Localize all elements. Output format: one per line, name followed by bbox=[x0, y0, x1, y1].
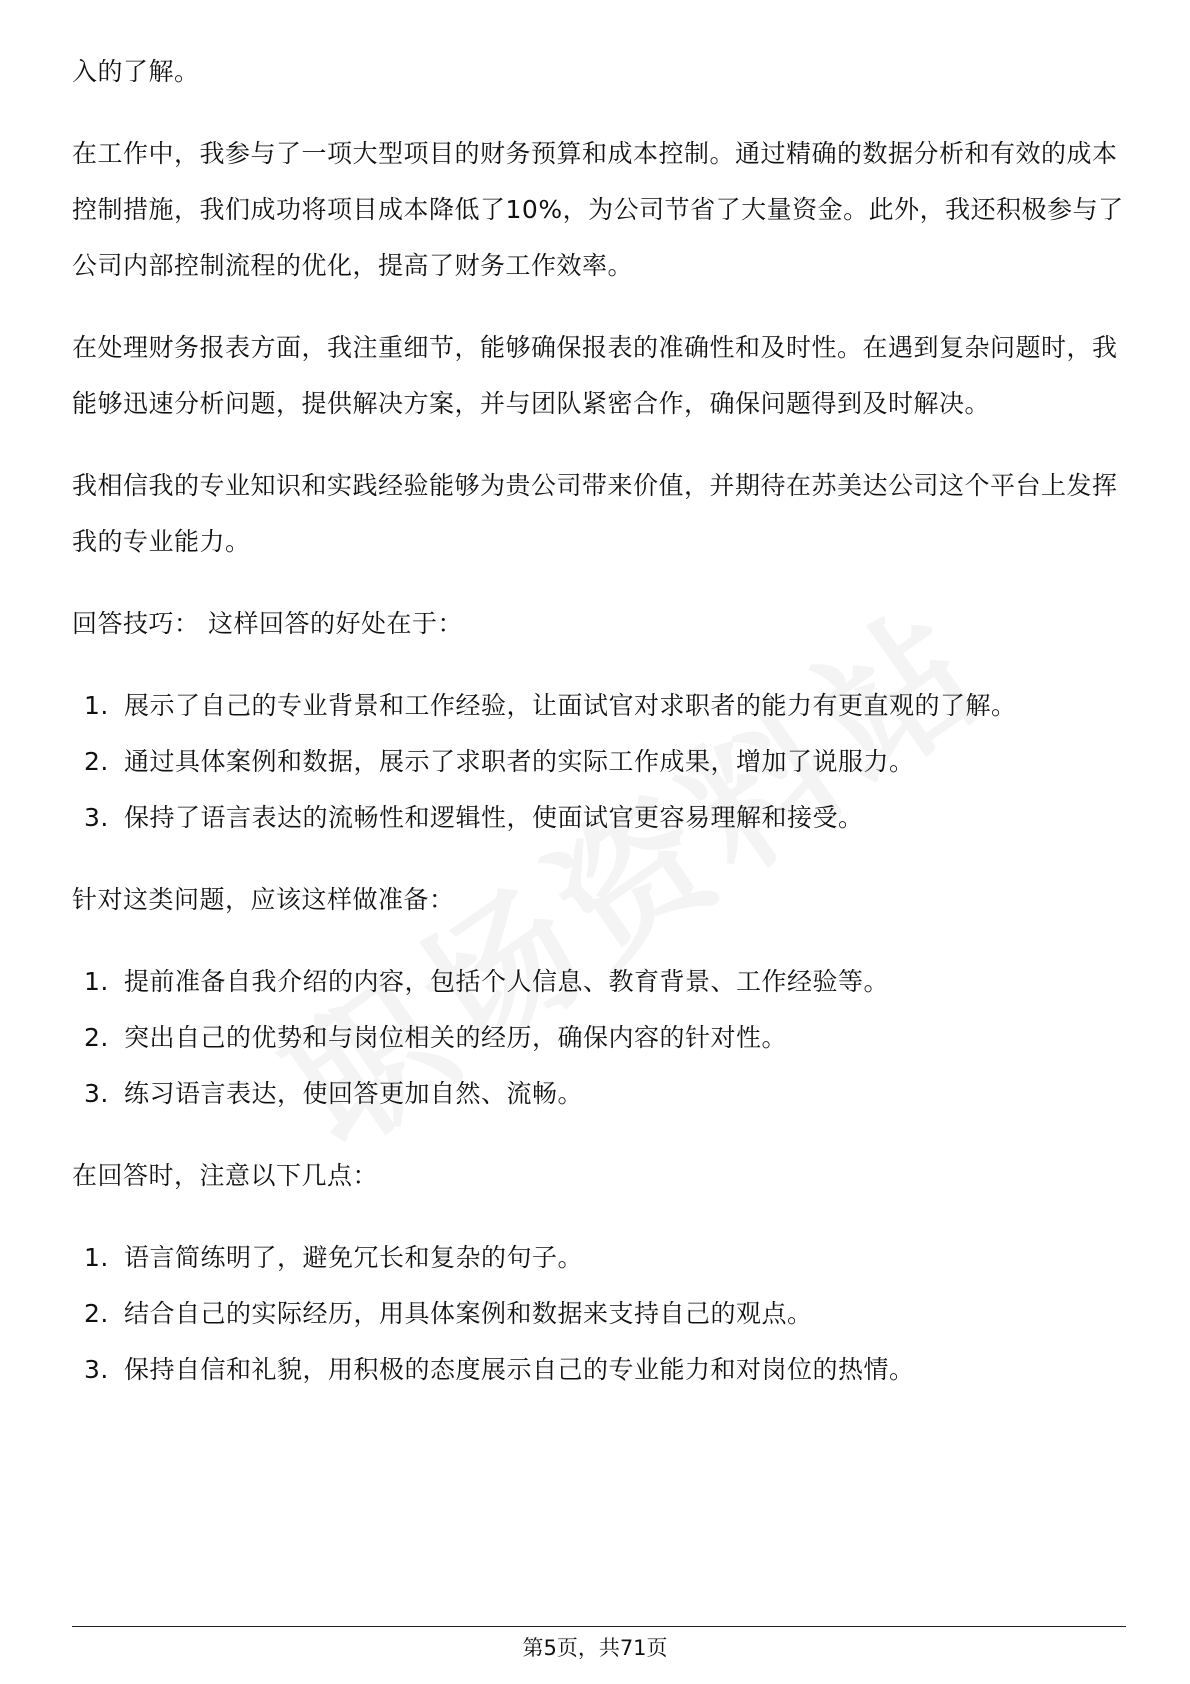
paragraph-continuation: 入的了解。 bbox=[72, 57, 200, 86]
list-item bbox=[72, 1230, 1132, 1286]
paragraph-work-experience: 在工作中，我参与了一项大型项目的财务预算和成本控制。通过精确的数据分析和有效的成本控制措施，我们成功将项目成本降低了10%，为公司节省了大量资金。此外，我还积极参与了公司内部控制流程的优化，提高了财务工作效率。 bbox=[72, 139, 1124, 280]
list-item-number: 1. bbox=[84, 691, 109, 720]
paragraph-financial-reports: 在处理财务报表方面，我注重细节，能够确保报表的准确性和及时性。在遇到复杂问题时，我能够迅速分析问题，提供解决方案，并与团队紧密合作，确保问题得到及时解决。 bbox=[72, 333, 1118, 418]
heading-preparation: 针对这类问题，应该这样做准备： bbox=[72, 885, 455, 914]
heading-notes: 在回答时，注意以下几点： bbox=[72, 1161, 379, 1190]
list-item-text: 保持自信和礼貌，用积极的态度展示自己的专业能力和对岗位的热情。 bbox=[124, 1355, 915, 1384]
list-item bbox=[72, 790, 1132, 846]
heading-answer-tips: 回答技巧： 这样回答的好处在于： bbox=[72, 609, 463, 638]
list-item-number: 2. bbox=[84, 747, 109, 776]
list-item-number: 2. bbox=[84, 1023, 109, 1052]
list-item-text: 语言简练明了，避免冗长和复杂的句子。 bbox=[124, 1243, 584, 1272]
document-body bbox=[72, 44, 1132, 1424]
list-item bbox=[72, 954, 1132, 1010]
list-item-number: 2. bbox=[84, 1299, 109, 1328]
list-item-number: 1. bbox=[84, 967, 109, 996]
list-preparation bbox=[72, 954, 1132, 1122]
list-item bbox=[72, 1286, 1132, 1342]
list-item-number: 3. bbox=[84, 803, 109, 832]
list-item-text: 结合自己的实际经历，用具体案例和数据来支持自己的观点。 bbox=[124, 1299, 813, 1328]
page-number: 第5页，共71页 bbox=[522, 1636, 668, 1660]
list-item-text: 提前准备自我介绍的内容，包括个人信息、教育背景、工作经验等。 bbox=[124, 967, 890, 996]
list-answer-tips bbox=[72, 678, 1132, 846]
list-item-text: 突出自己的优势和与岗位相关的经历，确保内容的针对性。 bbox=[124, 1023, 788, 1052]
list-item-text: 通过具体案例和数据，展示了求职者的实际工作成果，增加了说服力。 bbox=[124, 747, 915, 776]
list-item-text: 保持了语言表达的流畅性和逻辑性，使面试官更容易理解和接受。 bbox=[124, 803, 864, 832]
list-item-number: 3. bbox=[84, 1079, 109, 1108]
footer-divider bbox=[72, 1626, 1126, 1627]
list-item bbox=[72, 1010, 1132, 1066]
list-item bbox=[72, 678, 1132, 734]
list-item bbox=[72, 734, 1132, 790]
list-notes bbox=[72, 1230, 1132, 1398]
list-item-number: 1. bbox=[84, 1243, 109, 1272]
list-item bbox=[72, 1342, 1132, 1398]
list-item bbox=[72, 1066, 1132, 1122]
list-item-text: 练习语言表达，使回答更加自然、流畅。 bbox=[124, 1079, 584, 1108]
paragraph-value-statement: 我相信我的专业知识和实践经验能够为贵公司带来价值，并期待在苏美达公司这个平台上发挥我的专业能力。 bbox=[72, 471, 1118, 556]
list-item-number: 3. bbox=[84, 1355, 109, 1384]
list-item-text: 展示了自己的专业背景和工作经验，让面试官对求职者的能力有更直观的了解。 bbox=[124, 691, 1017, 720]
